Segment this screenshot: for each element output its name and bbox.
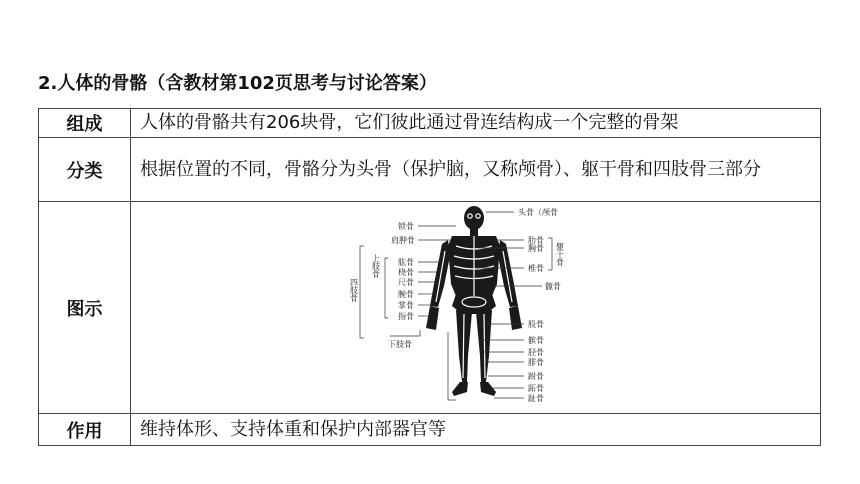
- table-row-composition: [39, 109, 821, 138]
- label-ribs: 肋骨: [527, 236, 544, 245]
- label-tarsals: 跗骨: [527, 372, 544, 381]
- section-heading: 2.人体的骨骼（含教材第102页思考与讨论答案）: [38, 73, 437, 94]
- label-group-lower: 下肢骨: [387, 340, 412, 349]
- skeleton-bone-hints: [436, 214, 512, 378]
- label-metacarpals: 掌骨: [397, 301, 414, 310]
- row-content-function: 维持体形、支持体重和保护内部器官等: [131, 414, 821, 446]
- skeleton-figure-cell: [131, 202, 821, 414]
- skeleton-diagram: [346, 206, 606, 411]
- row-content-composition: 人体的骨骼共有206块骨，它们彼此通过骨连结构成一个完整的骨架: [131, 109, 821, 138]
- label-group-upper: 上肢骨: [371, 254, 380, 278]
- row-content-classification: 根据位置的不同，骨骼分为头骨（保护脑，又称颅骨）、躯干骨和四肢骨三部分: [131, 138, 821, 202]
- label-humerus: 肱骨: [397, 258, 414, 267]
- label-fibula: 腓骨: [527, 358, 544, 367]
- skeleton-silhouette: [426, 206, 522, 396]
- table-row-illustration: [39, 202, 821, 414]
- label-phalanges-foot: 趾骨: [527, 394, 544, 403]
- label-metatarsals: 跖骨: [527, 384, 544, 393]
- skeleton-figure: [346, 206, 606, 411]
- row-label-illustration: 图示: [39, 202, 131, 414]
- row-label-composition: 组成: [39, 109, 131, 138]
- label-sternum: 胸骨: [527, 244, 544, 253]
- label-hip-bone: 髋骨: [544, 282, 561, 291]
- label-skull: 头骨（颅骨: [517, 208, 558, 217]
- row-label-function: 作用: [39, 414, 131, 446]
- label-tibia: 胫骨: [527, 348, 544, 357]
- label-group-trunk: 躯干骨: [555, 242, 564, 266]
- label-ulna: 尺骨: [397, 278, 414, 287]
- label-carpals: 腕骨: [397, 290, 414, 299]
- skeleton-table: [38, 108, 821, 446]
- label-scapula: 肩胛骨: [390, 236, 415, 245]
- label-group-limbs: 四肢骨: [349, 278, 358, 302]
- table-row-classification: [39, 138, 821, 202]
- label-patella: 髌骨: [527, 336, 544, 345]
- row-label-classification: 分类: [39, 138, 131, 202]
- label-vertebrae: 椎骨: [527, 264, 544, 273]
- table-row-function: [39, 414, 821, 446]
- label-femur: 股骨: [527, 320, 544, 329]
- label-clavicle: 锁骨: [397, 222, 414, 231]
- label-phalanges-hand: 指骨: [397, 312, 414, 321]
- label-radius: 桡骨: [397, 268, 414, 277]
